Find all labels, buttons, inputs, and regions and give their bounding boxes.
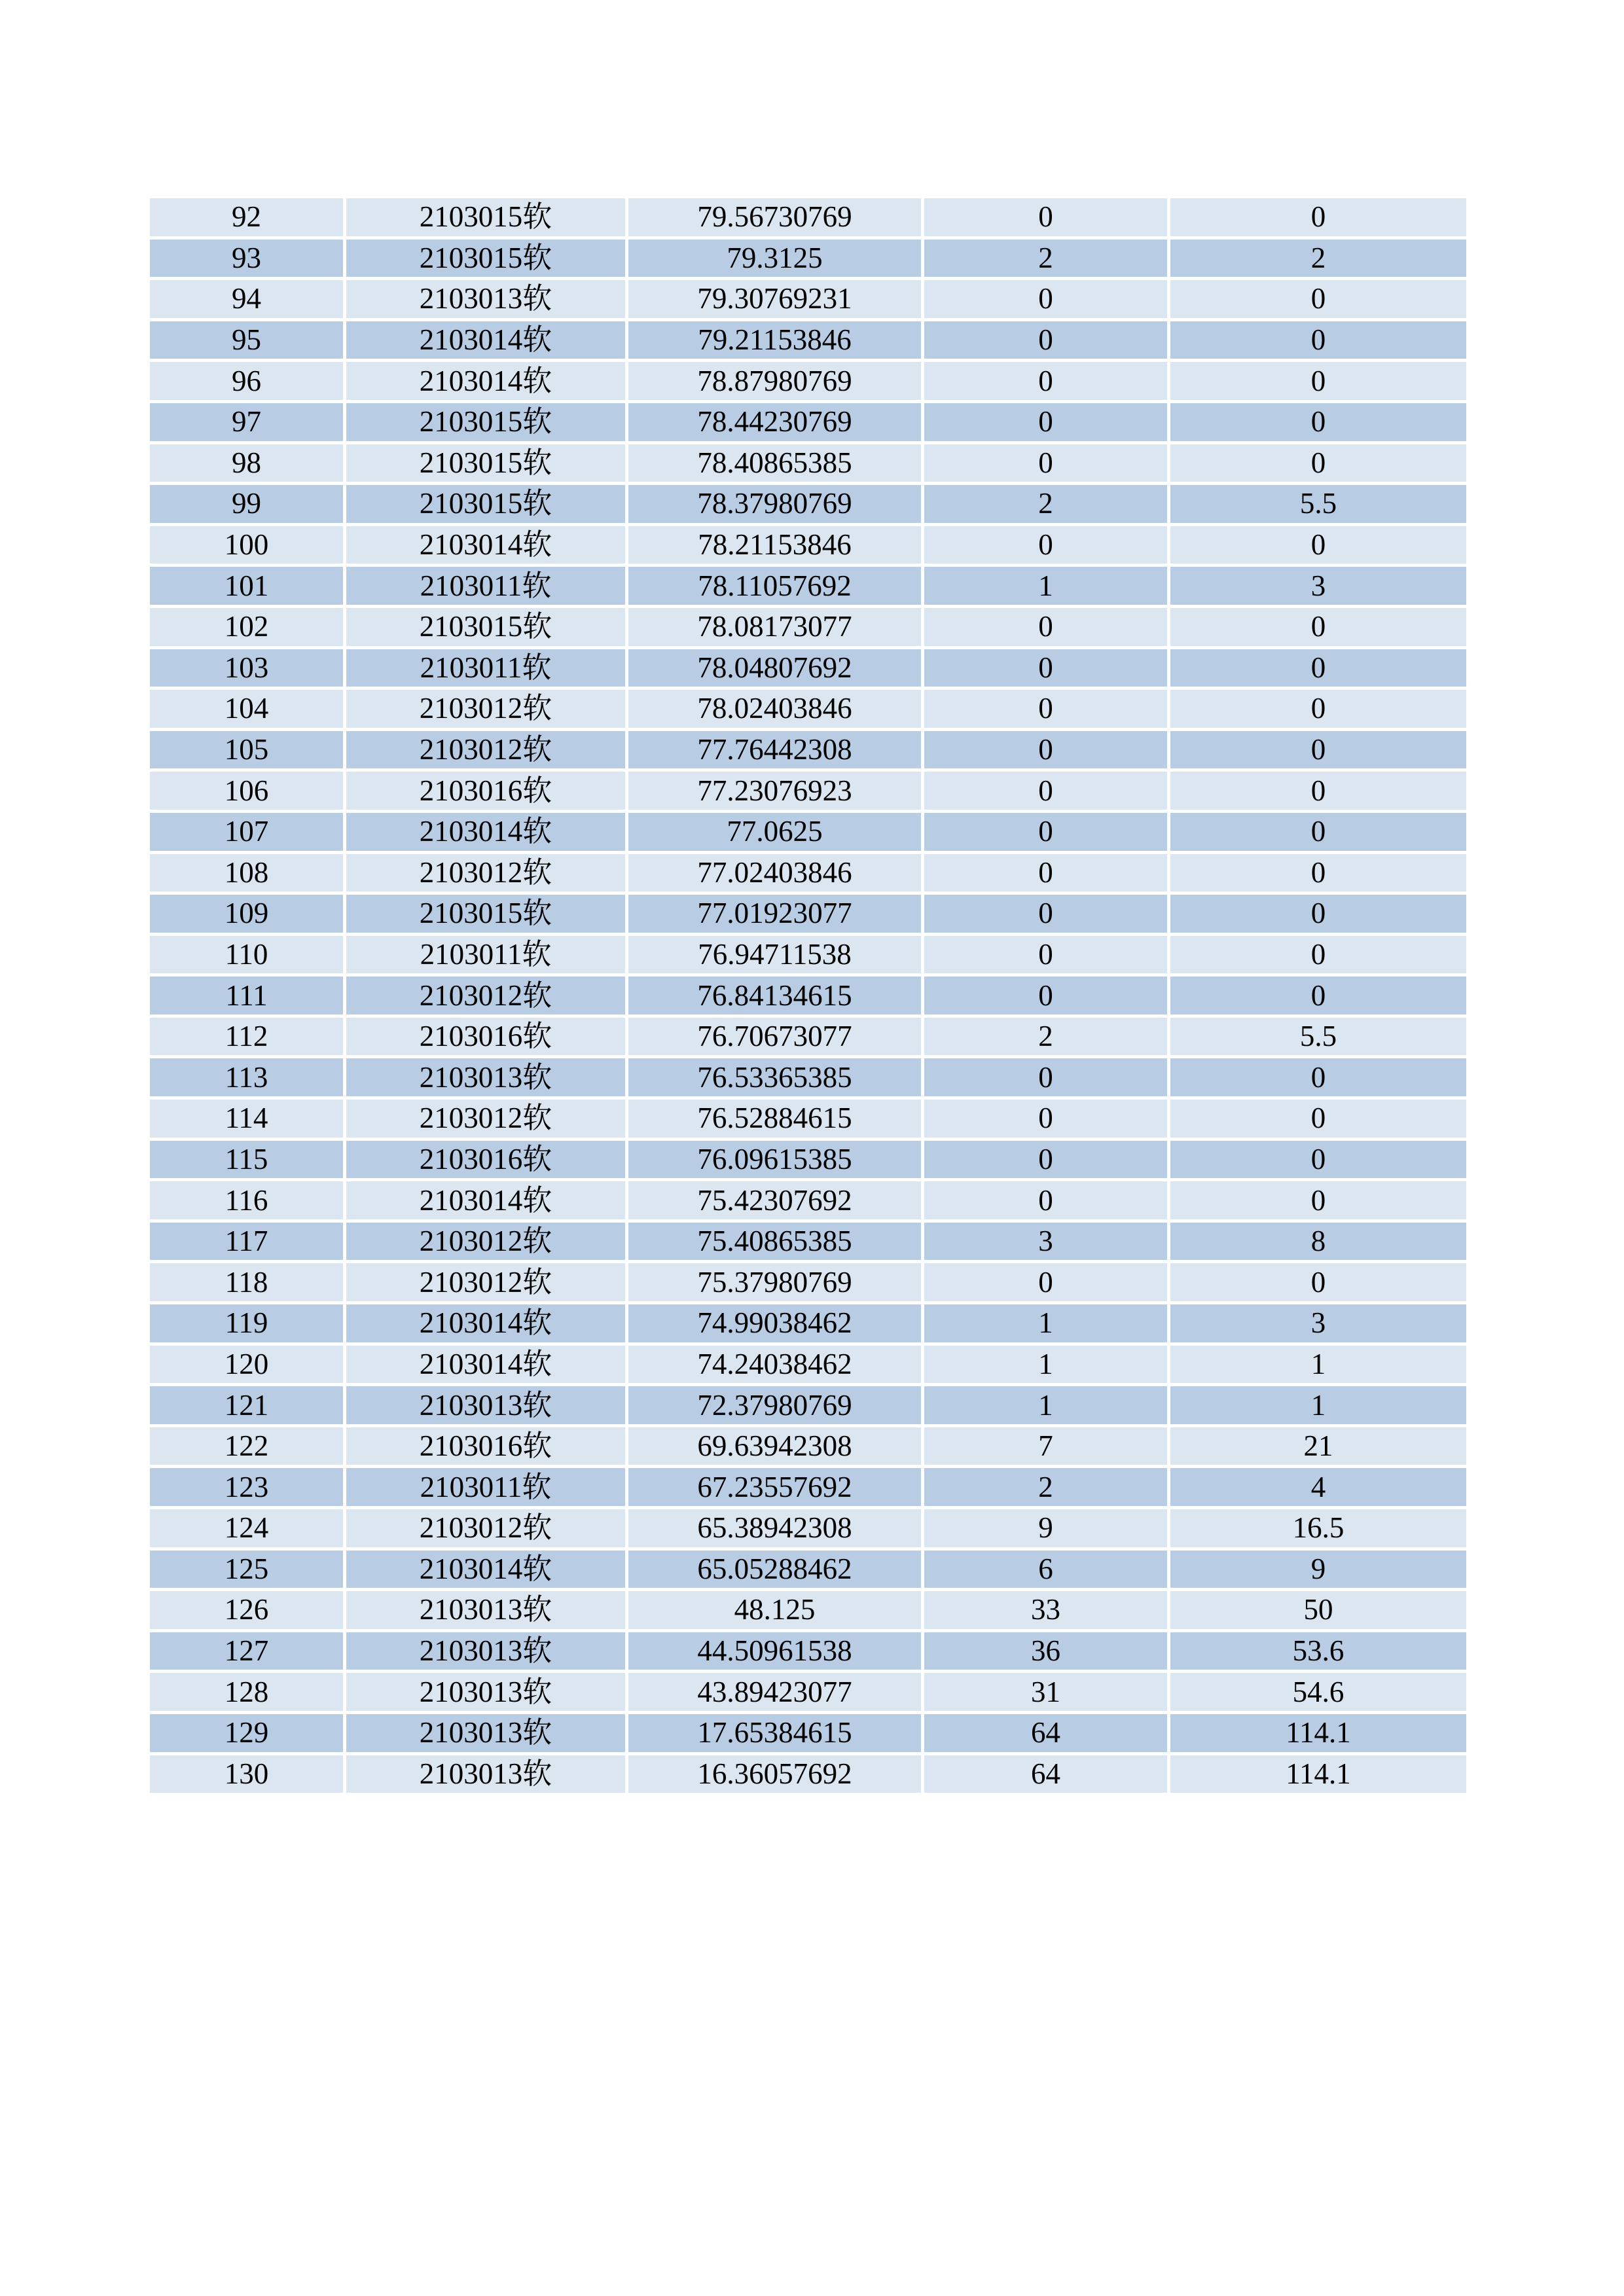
table-cell: 0 — [1170, 854, 1466, 892]
table-cell: 0 — [924, 321, 1167, 359]
table-cell: 21 — [1170, 1427, 1466, 1465]
table-cell: 125 — [150, 1551, 343, 1588]
table-cell: 53.6 — [1170, 1632, 1466, 1670]
table-cell: 0 — [924, 403, 1167, 441]
table-row — [150, 1632, 1466, 1670]
table-row — [150, 690, 1466, 728]
table-cell: 77.76442308 — [628, 731, 921, 769]
table-cell: 75.40865385 — [628, 1223, 921, 1261]
table-cell: 31 — [924, 1673, 1167, 1711]
table-cell: 67.23557692 — [628, 1468, 921, 1506]
table-cell: 78.37980769 — [628, 485, 921, 523]
table-cell: 96 — [150, 362, 343, 400]
table-cell: 78.11057692 — [628, 567, 921, 605]
table-cell: 100 — [150, 526, 343, 564]
table-cell: 2103014软 — [346, 813, 625, 851]
table-cell: 2 — [1170, 240, 1466, 278]
table-row — [150, 854, 1466, 892]
table-row — [150, 321, 1466, 359]
table-cell: 0 — [1170, 1141, 1466, 1179]
table-cell: 79.56730769 — [628, 198, 921, 236]
table-row — [150, 649, 1466, 687]
table-cell: 0 — [1170, 321, 1466, 359]
table-cell: 2103016软 — [346, 1141, 625, 1179]
table-cell: 2103015软 — [346, 608, 625, 646]
table-cell: 0 — [924, 362, 1167, 400]
table-cell: 3 — [924, 1223, 1167, 1261]
table-cell: 0 — [1170, 731, 1466, 769]
table-row — [150, 936, 1466, 974]
table-cell: 0 — [1170, 649, 1466, 687]
table-cell: 0 — [924, 280, 1167, 318]
table-cell: 2103012软 — [346, 1223, 625, 1261]
table-cell: 102 — [150, 608, 343, 646]
table-row — [150, 1263, 1466, 1301]
table-cell: 2103014软 — [346, 1304, 625, 1342]
table-cell: 50 — [1170, 1591, 1466, 1629]
table-cell: 2103012软 — [346, 1100, 625, 1138]
table-row — [150, 608, 1466, 646]
table-cell: 79.3125 — [628, 240, 921, 278]
table-cell: 0 — [924, 895, 1167, 933]
table-cell: 2103014软 — [346, 362, 625, 400]
table-cell: 16.36057692 — [628, 1755, 921, 1793]
table-cell: 0 — [1170, 1181, 1466, 1219]
table-cell: 2103015软 — [346, 240, 625, 278]
table-cell: 0 — [924, 772, 1167, 810]
table-row — [150, 1223, 1466, 1261]
table-cell: 107 — [150, 813, 343, 851]
table-cell: 76.52884615 — [628, 1100, 921, 1138]
table-cell: 0 — [924, 1263, 1167, 1301]
table-cell: 2103013软 — [346, 1714, 625, 1752]
table-row — [150, 485, 1466, 523]
table-cell: 48.125 — [628, 1591, 921, 1629]
table-cell: 76.84134615 — [628, 977, 921, 1014]
table-cell: 128 — [150, 1673, 343, 1711]
table-cell: 0 — [924, 608, 1167, 646]
table-cell: 0 — [924, 649, 1167, 687]
table-cell: 0 — [924, 690, 1167, 728]
table-cell: 78.04807692 — [628, 649, 921, 687]
table-row — [150, 731, 1466, 769]
table-cell: 74.99038462 — [628, 1304, 921, 1342]
table-row — [150, 526, 1466, 564]
table-row — [150, 1100, 1466, 1138]
table-cell: 79.30769231 — [628, 280, 921, 318]
table-row — [150, 813, 1466, 851]
table-cell: 0 — [1170, 813, 1466, 851]
table-row — [150, 977, 1466, 1014]
table-cell: 2103012软 — [346, 1263, 625, 1301]
table-cell: 72.37980769 — [628, 1386, 921, 1424]
table-cell: 65.05288462 — [628, 1551, 921, 1588]
table-cell: 0 — [924, 1181, 1167, 1219]
table-cell: 97 — [150, 403, 343, 441]
table-cell: 77.23076923 — [628, 772, 921, 810]
table-cell: 1 — [924, 1304, 1167, 1342]
table-row — [150, 1346, 1466, 1384]
table-cell: 111 — [150, 977, 343, 1014]
table-cell: 0 — [1170, 444, 1466, 482]
table-cell: 113 — [150, 1058, 343, 1096]
table-cell: 104 — [150, 690, 343, 728]
table-cell: 2103011软 — [346, 567, 625, 605]
table-cell: 2103015软 — [346, 485, 625, 523]
table-cell: 1 — [924, 1386, 1167, 1424]
table-row — [150, 1427, 1466, 1465]
table-cell: 0 — [924, 1100, 1167, 1138]
table-cell: 120 — [150, 1346, 343, 1384]
table-cell: 1 — [1170, 1386, 1466, 1424]
table-cell: 65.38942308 — [628, 1509, 921, 1547]
table-cell: 78.44230769 — [628, 403, 921, 441]
table-cell: 106 — [150, 772, 343, 810]
table-cell: 0 — [924, 1141, 1167, 1179]
table-cell: 74.24038462 — [628, 1346, 921, 1384]
table-cell: 127 — [150, 1632, 343, 1670]
table-cell: 2103012软 — [346, 977, 625, 1014]
table-cell: 0 — [1170, 1263, 1466, 1301]
table-cell: 123 — [150, 1468, 343, 1506]
table-cell: 0 — [924, 444, 1167, 482]
table-cell: 2103011软 — [346, 1468, 625, 1506]
table-cell: 54.6 — [1170, 1673, 1466, 1711]
table-cell: 5.5 — [1170, 1018, 1466, 1056]
table-cell: 44.50961538 — [628, 1632, 921, 1670]
table-row — [150, 1673, 1466, 1711]
table-cell: 75.37980769 — [628, 1263, 921, 1301]
table-cell: 2103014软 — [346, 1551, 625, 1588]
table-cell: 126 — [150, 1591, 343, 1629]
table-cell: 108 — [150, 854, 343, 892]
table-cell: 2103016软 — [346, 1427, 625, 1465]
table-cell: 2 — [924, 240, 1167, 278]
table-cell: 78.21153846 — [628, 526, 921, 564]
table-cell: 2103014软 — [346, 321, 625, 359]
table-cell: 2 — [924, 1018, 1167, 1056]
table-cell: 0 — [924, 198, 1167, 236]
table-cell: 77.01923077 — [628, 895, 921, 933]
table-cell: 2 — [924, 485, 1167, 523]
table-cell: 2103013软 — [346, 1632, 625, 1670]
table-cell: 92 — [150, 198, 343, 236]
table-row — [150, 280, 1466, 318]
table-cell: 115 — [150, 1141, 343, 1179]
table-cell: 2103016软 — [346, 772, 625, 810]
table-cell: 78.02403846 — [628, 690, 921, 728]
table-cell: 130 — [150, 1755, 343, 1793]
table-cell: 0 — [1170, 526, 1466, 564]
table-row — [150, 895, 1466, 933]
table-cell: 79.21153846 — [628, 321, 921, 359]
table-cell: 95 — [150, 321, 343, 359]
table-cell: 112 — [150, 1018, 343, 1056]
table-row — [150, 1468, 1466, 1506]
table-cell: 129 — [150, 1714, 343, 1752]
table-row — [150, 1304, 1466, 1342]
table-cell: 122 — [150, 1427, 343, 1465]
table-cell: 124 — [150, 1509, 343, 1547]
table-cell: 0 — [924, 731, 1167, 769]
table-cell: 105 — [150, 731, 343, 769]
table-cell: 0 — [1170, 895, 1466, 933]
table-cell: 2103013软 — [346, 1386, 625, 1424]
table-cell: 0 — [924, 854, 1167, 892]
table-row — [150, 198, 1466, 236]
table-cell: 119 — [150, 1304, 343, 1342]
table-cell: 78.08173077 — [628, 608, 921, 646]
table-cell: 78.87980769 — [628, 362, 921, 400]
table-row — [150, 1714, 1466, 1752]
table-cell: 2103014软 — [346, 1181, 625, 1219]
table-row — [150, 444, 1466, 482]
table-cell: 2103015软 — [346, 403, 625, 441]
table-cell: 94 — [150, 280, 343, 318]
table-cell: 64 — [924, 1755, 1167, 1793]
table-row — [150, 403, 1466, 441]
table-cell: 2103015软 — [346, 198, 625, 236]
table-cell: 2103014软 — [346, 526, 625, 564]
table-row — [150, 362, 1466, 400]
table-cell: 43.89423077 — [628, 1673, 921, 1711]
table-cell: 2103011软 — [346, 649, 625, 687]
table-cell: 3 — [1170, 1304, 1466, 1342]
table-cell: 77.02403846 — [628, 854, 921, 892]
table-row — [150, 772, 1466, 810]
table-cell: 76.70673077 — [628, 1018, 921, 1056]
table-cell: 2103012软 — [346, 690, 625, 728]
table-cell: 121 — [150, 1386, 343, 1424]
table-cell: 1 — [924, 567, 1167, 605]
table-cell: 2103013软 — [346, 1755, 625, 1793]
table-cell: 75.42307692 — [628, 1181, 921, 1219]
table-cell: 0 — [1170, 772, 1466, 810]
table-cell: 2 — [924, 1468, 1167, 1506]
table-cell: 0 — [1170, 403, 1466, 441]
table-cell: 0 — [1170, 1100, 1466, 1138]
table-cell: 76.94711538 — [628, 936, 921, 974]
table-cell: 76.53365385 — [628, 1058, 921, 1096]
score-table — [150, 198, 1466, 1793]
table-row — [150, 1141, 1466, 1179]
table-row — [150, 1058, 1466, 1096]
table-cell: 76.09615385 — [628, 1141, 921, 1179]
table-cell: 0 — [1170, 198, 1466, 236]
table-cell: 116 — [150, 1181, 343, 1219]
table-cell: 17.65384615 — [628, 1714, 921, 1752]
table-cell: 0 — [1170, 362, 1466, 400]
table-cell: 16.5 — [1170, 1509, 1466, 1547]
table-cell: 2103011软 — [346, 936, 625, 974]
table-cell: 9 — [924, 1509, 1167, 1547]
table-row — [150, 1509, 1466, 1547]
table-cell: 117 — [150, 1223, 343, 1261]
table-cell: 0 — [1170, 280, 1466, 318]
table-row — [150, 1181, 1466, 1219]
table-cell: 77.0625 — [628, 813, 921, 851]
table-cell: 78.40865385 — [628, 444, 921, 482]
table-cell: 0 — [924, 526, 1167, 564]
table-row — [150, 1591, 1466, 1629]
table-cell: 33 — [924, 1591, 1167, 1629]
table-row — [150, 1386, 1466, 1424]
table-cell: 7 — [924, 1427, 1167, 1465]
table-cell: 0 — [1170, 690, 1466, 728]
table-cell: 36 — [924, 1632, 1167, 1670]
table-cell: 2103013软 — [346, 1591, 625, 1629]
table-cell: 0 — [924, 977, 1167, 1014]
table-cell: 0 — [924, 813, 1167, 851]
table-cell: 109 — [150, 895, 343, 933]
table-cell: 2103012软 — [346, 731, 625, 769]
table-cell: 0 — [1170, 936, 1466, 974]
table-row — [150, 240, 1466, 278]
table-cell: 1 — [924, 1346, 1167, 1384]
table-row — [150, 1755, 1466, 1793]
table-cell: 0 — [924, 1058, 1167, 1096]
table-cell: 114 — [150, 1100, 343, 1138]
table-cell: 2103013软 — [346, 1058, 625, 1096]
table-cell: 99 — [150, 485, 343, 523]
table-cell: 118 — [150, 1263, 343, 1301]
table-cell: 8 — [1170, 1223, 1466, 1261]
table-cell: 101 — [150, 567, 343, 605]
table-cell: 3 — [1170, 567, 1466, 605]
table-cell: 2103015软 — [346, 895, 625, 933]
table-cell: 4 — [1170, 1468, 1466, 1506]
table-cell: 2103012软 — [346, 1509, 625, 1547]
table-cell: 2103016软 — [346, 1018, 625, 1056]
table-cell: 2103014软 — [346, 1346, 625, 1384]
table-cell: 5.5 — [1170, 485, 1466, 523]
table-row — [150, 1018, 1466, 1056]
table-cell: 114.1 — [1170, 1755, 1466, 1793]
table-cell: 64 — [924, 1714, 1167, 1752]
table-cell: 2103015软 — [346, 444, 625, 482]
table-cell: 103 — [150, 649, 343, 687]
table-cell: 9 — [1170, 1551, 1466, 1588]
table-cell: 110 — [150, 936, 343, 974]
table-cell: 0 — [1170, 608, 1466, 646]
table-cell: 1 — [1170, 1346, 1466, 1384]
table-cell: 114.1 — [1170, 1714, 1466, 1752]
table-cell: 98 — [150, 444, 343, 482]
table-cell: 93 — [150, 240, 343, 278]
table-cell: 0 — [924, 936, 1167, 974]
table-cell: 2103012软 — [346, 854, 625, 892]
table-row — [150, 567, 1466, 605]
table-cell: 2103013软 — [346, 280, 625, 318]
table-cell: 6 — [924, 1551, 1167, 1588]
table-row — [150, 1551, 1466, 1588]
table-cell: 0 — [1170, 977, 1466, 1014]
table-cell: 69.63942308 — [628, 1427, 921, 1465]
table-cell: 0 — [1170, 1058, 1466, 1096]
table-cell: 2103013软 — [346, 1673, 625, 1711]
